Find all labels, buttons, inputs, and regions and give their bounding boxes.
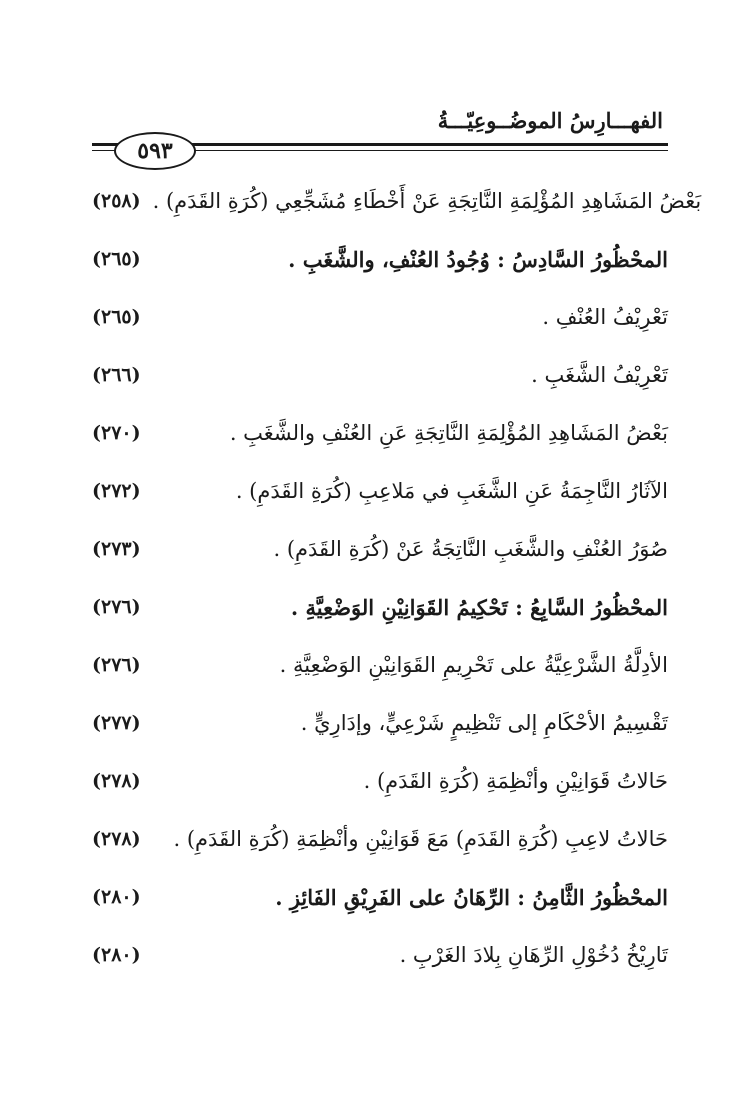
entry-title: المحْظُورُ السَّابِعُ : تَحْكِيمُ القَوَانِيْنِ الوَضْعِيَّةِ .	[290, 594, 668, 620]
index-entry	[92, 520, 668, 578]
entry-page-ref: (٢٧٢)	[92, 480, 141, 502]
index-entries-list	[92, 172, 702, 984]
entry-page-ref: (٢٧٧)	[92, 712, 141, 734]
index-entry	[92, 694, 668, 752]
entry-title: صُوَرُ العُنْفِ والشَّغَبِ النَّاتِجَةُ عَنْ (كُرَةِ القَدَمِ) .	[273, 537, 668, 561]
entry-page-ref: (٢٧٦)	[92, 596, 141, 618]
entry-page-ref: (٢٧٣)	[92, 538, 141, 560]
index-entry	[92, 288, 668, 346]
index-entry	[92, 578, 668, 636]
entry-title: الآثَارُ النَّاجِمَةُ عَنِ الشَّغَبِ في مَلاعِبِ (كُرَةِ القَدَمِ) .	[235, 479, 668, 503]
entry-page-ref: (٢٥٨)	[92, 190, 141, 212]
entry-title: تَعْرِيْفُ العُنْفِ .	[542, 305, 668, 329]
entry-title: تَعْرِيْفُ الشَّغَبِ .	[531, 363, 668, 387]
index-entry	[92, 868, 668, 926]
index-entry	[92, 636, 668, 694]
entry-page-ref: (٢٨٠)	[92, 886, 141, 908]
entry-title: حَالاتُ لاعِبِ (كُرَةِ القَدَمِ) مَعَ قَوَانِيْنِ وأنْظِمَةِ (كُرَةِ القَدَمِ) .	[173, 827, 668, 851]
entry-page-ref: (٢٧٨)	[92, 770, 141, 792]
index-entry	[92, 346, 668, 404]
index-entry	[92, 926, 668, 984]
entry-title: بَعْضُ المَشَاهِدِ المُؤْلِمَةِ النَّاتِجَةِ عَنِ العُنْفِ والشَّغَبِ .	[229, 421, 668, 445]
entry-title: الأدِلَّةُ الشَّرْعِيَّةُ على تَحْرِيمِ القَوَانِيْنِ الوَضْعِيَّةِ .	[279, 653, 668, 677]
entry-page-ref: (٢٧٦)	[92, 654, 141, 676]
entry-title: حَالاتُ قَوَانِيْنِ وأنْظِمَةِ (كُرَةِ القَدَمِ) .	[363, 769, 668, 793]
index-entry	[92, 230, 668, 288]
index-entry	[92, 462, 668, 520]
entry-title: المحْظُورُ السَّادِسُ : وُجُودُ العُنْفِ، والشَّغَبِ .	[288, 246, 668, 272]
entry-title: المحْظُورُ الثَّامِنُ : الرِّهَانُ على الفَرِيْقِ الفَائِزِ .	[275, 884, 668, 910]
index-entry	[92, 404, 668, 462]
entry-title: تَقْسِيمُ الأحْكَامِ إلى تَنْظِيمٍ شَرْعِيٍّ، وإدَارِيٍّ .	[300, 711, 668, 735]
entry-page-ref: (٢٦٦)	[92, 364, 141, 386]
entry-page-ref: (٢٨٠)	[92, 944, 141, 966]
index-entry	[92, 810, 668, 868]
entry-title: تَارِيْخُ دُخُوْلِ الرِّهَانِ بِلادَ الغَرْبِ .	[399, 943, 668, 967]
running-head-title: الفهـــارِسُ الموضُــوعِيّـــةُ	[437, 108, 663, 133]
entry-page-ref: (٢٦٥)	[92, 248, 141, 270]
index-entry	[92, 172, 702, 230]
index-entry	[92, 752, 668, 810]
entry-page-ref: (٢٦٥)	[92, 306, 141, 328]
entry-page-ref: (٢٧٨)	[92, 828, 141, 850]
page-number-badge: ٥٩٣	[114, 132, 196, 170]
entry-page-ref: (٢٧٠)	[92, 422, 141, 444]
entry-title: بَعْضُ المَشَاهِدِ المُؤْلِمَةِ النَّاتِجَةِ عَنْ أَخْطَاءِ مُشَجِّعِي (كُرَةِ القَدَمِ) .	[152, 189, 702, 213]
